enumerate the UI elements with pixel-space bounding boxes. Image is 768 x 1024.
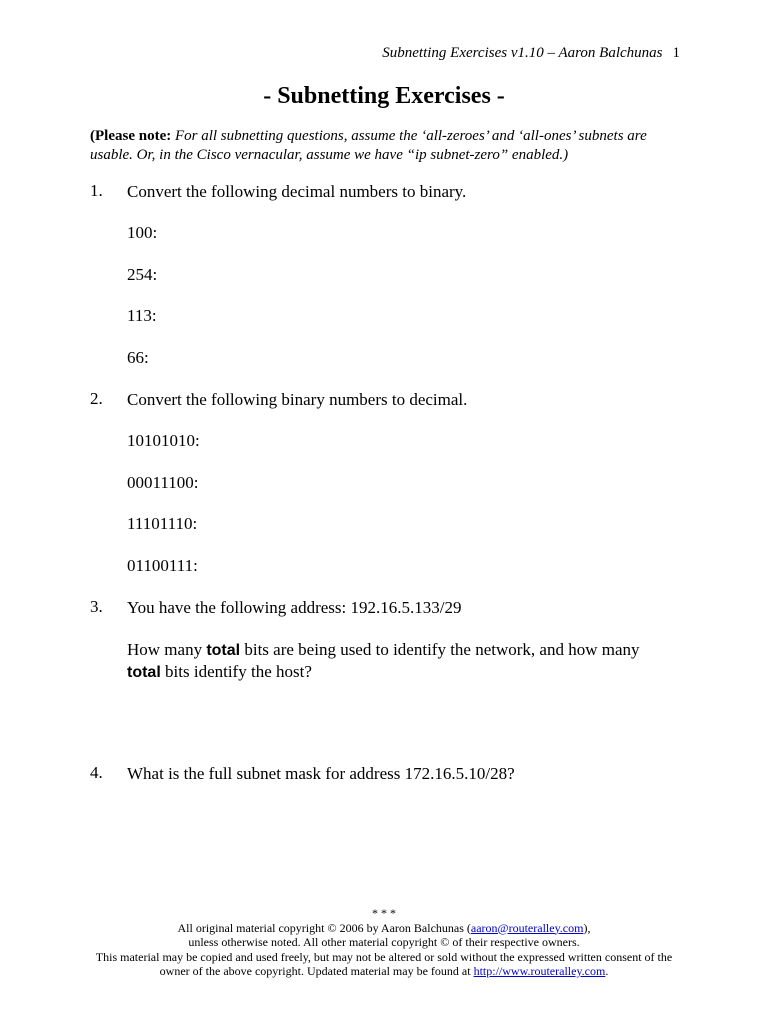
question-3-detail-c: bits identify the host? <box>160 662 312 681</box>
question-3-prompt: You have the following address: 192.16.5.133/29 <box>127 598 462 617</box>
note-text: For all subnetting questions, assume the ‘all-zeroes’ and ‘all-ones’ subnets are usable. Or, in the Cisco vernacular, assume we have “ip subnet-zero” enabled.) <box>90 128 647 163</box>
question-2-number: 2. <box>90 389 103 408</box>
running-title: Subnetting Exercises v1.10 – Aaron Balchunas <box>382 45 663 61</box>
question-3-bold-total-2: total <box>127 664 161 681</box>
page-number: 1 <box>672 45 680 61</box>
question-2-item: 11101110: <box>127 514 198 533</box>
question-3-detail-b: bits are being used to identify the network, and how many <box>240 640 640 659</box>
page-title: - Subnetting Exercises - <box>263 83 505 109</box>
footer-line-4-text: owner of the above copyright. Updated material may be found at <box>159 964 474 978</box>
question-4-prompt: What is the full subnet mask for address 172.16.5.10/28? <box>127 764 515 783</box>
footer-line-3: This material may be copied and used freely, but may not be altered or sold without the expressed written consent of the <box>95 949 673 964</box>
footer-line-4-end: . <box>605 964 609 978</box>
question-1-item: 100: <box>127 223 158 242</box>
question-3-bold-total: total <box>206 642 241 659</box>
question-2-prompt: Convert the following binary numbers to decimal. <box>127 390 468 409</box>
question-1-item: 254: <box>127 265 158 284</box>
footer-line-2: unless otherwise noted. All other material copyright © of their respective owners. <box>188 935 580 949</box>
question-1-number: 1. <box>90 181 103 200</box>
question-1-prompt: Convert the following decimal numbers to binary. <box>127 182 467 201</box>
footer-line-1 <box>0 921 768 936</box>
question-3-detail-a: How many <box>127 640 207 659</box>
question-1-item: 113: <box>127 306 157 325</box>
question-2-item: 10101010: <box>127 431 200 450</box>
email-link[interactable]: aaron@routeralley.com <box>470 920 584 935</box>
question-1-item: 66: <box>127 348 149 367</box>
question-3-number: 3. <box>90 597 103 616</box>
note <box>90 127 690 165</box>
website-link[interactable]: http://www.routeralley.com <box>473 964 606 978</box>
copyright-footer <box>0 906 768 979</box>
footer-separator: * * * <box>372 906 396 920</box>
question-2-item: 01100111: <box>127 556 198 575</box>
footer-line-1-text: All original material copyright © 2006 by Aaron Balchunas ( <box>177 920 471 935</box>
page-header <box>382 45 680 62</box>
question-4-number: 4. <box>90 763 103 782</box>
footer-line-1-end: ), <box>583 920 591 935</box>
question-2-item: 00011100: <box>127 473 199 492</box>
footer-line-4 <box>0 964 768 979</box>
note-label: (Please note: <box>90 128 172 144</box>
question-3-detail <box>127 639 687 683</box>
